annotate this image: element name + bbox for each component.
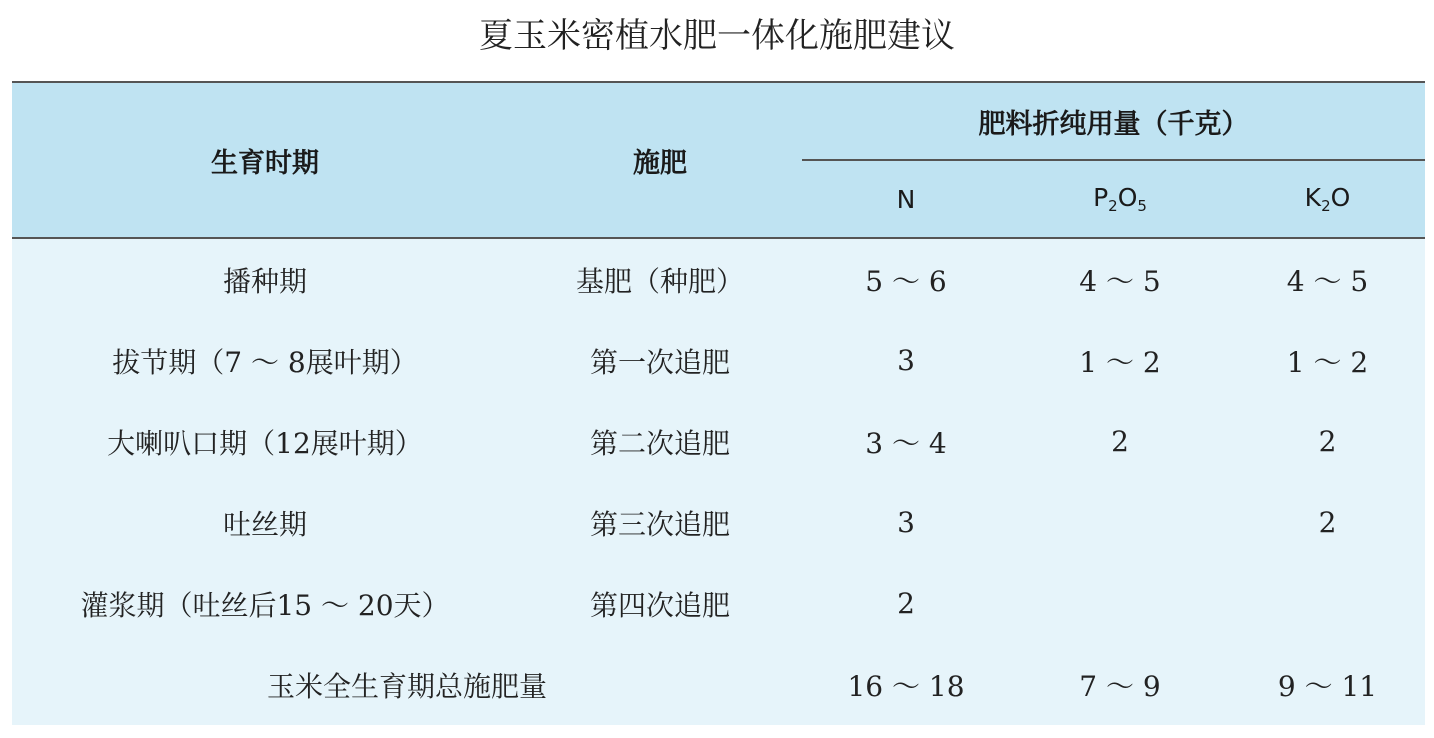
cell-stage: 灌浆期（吐丝后15 ～ 20天） bbox=[12, 563, 518, 644]
cell-n: 5 ～ 6 bbox=[802, 238, 1010, 320]
cell-total-p2o5: 7 ～ 9 bbox=[1010, 644, 1230, 725]
cell-fert: 第三次追肥 bbox=[518, 482, 802, 563]
page-title: 夏玉米密植水肥一体化施肥建议 bbox=[479, 16, 955, 56]
header-fertilization: 施肥 bbox=[518, 83, 802, 238]
cell-stage: 拔节期（7 ～ 8展叶期） bbox=[12, 320, 518, 401]
cell-n: 2 bbox=[802, 563, 1010, 644]
header-p2o5: $P_2O_5$ bbox=[1010, 160, 1230, 238]
cell-stage: 大喇叭口期（12展叶期） bbox=[12, 401, 518, 482]
cell-fert: 第二次追肥 bbox=[518, 401, 802, 482]
table-row bbox=[12, 401, 1425, 482]
fertilizer-table bbox=[12, 83, 1425, 725]
header-stage: 生育时期 bbox=[12, 83, 518, 238]
table-row bbox=[12, 320, 1425, 401]
header-k2o: $K_2O$ bbox=[1230, 160, 1425, 238]
cell-n: 3 bbox=[802, 482, 1010, 563]
cell-k2o bbox=[1230, 563, 1425, 644]
cell-stage: 吐丝期 bbox=[12, 482, 518, 563]
cell-p2o5: 1 ～ 2 bbox=[1010, 320, 1230, 401]
cell-p2o5 bbox=[1010, 563, 1230, 644]
cell-k2o: 1 ～ 2 bbox=[1230, 320, 1425, 401]
cell-k2o: 4 ～ 5 bbox=[1230, 238, 1425, 320]
table-row bbox=[12, 238, 1425, 320]
cell-p2o5: 4 ～ 5 bbox=[1010, 238, 1230, 320]
cell-k2o: 2 bbox=[1230, 401, 1425, 482]
table-row bbox=[12, 482, 1425, 563]
table-row-total bbox=[12, 644, 1425, 725]
cell-p2o5: 2 bbox=[1010, 401, 1230, 482]
fertilizer-table-container bbox=[12, 81, 1425, 725]
cell-k2o: 2 bbox=[1230, 482, 1425, 563]
cell-total-label: 玉米全生育期总施肥量 bbox=[12, 644, 802, 725]
table-row bbox=[12, 563, 1425, 644]
cell-n: 3 ～ 4 bbox=[802, 401, 1010, 482]
cell-fert: 第四次追肥 bbox=[518, 563, 802, 644]
cell-n: 3 bbox=[802, 320, 1010, 401]
cell-fert: 基肥（种肥） bbox=[518, 238, 802, 320]
cell-total-k2o: 9 ～ 11 bbox=[1230, 644, 1425, 725]
cell-fert: 第一次追肥 bbox=[518, 320, 802, 401]
header-n: N bbox=[802, 160, 1010, 238]
cell-p2o5 bbox=[1010, 482, 1230, 563]
cell-stage: 播种期 bbox=[12, 238, 518, 320]
header-amount-group: 肥料折纯用量（千克） bbox=[802, 83, 1425, 160]
cell-total-n: 16 ～ 18 bbox=[802, 644, 1010, 725]
